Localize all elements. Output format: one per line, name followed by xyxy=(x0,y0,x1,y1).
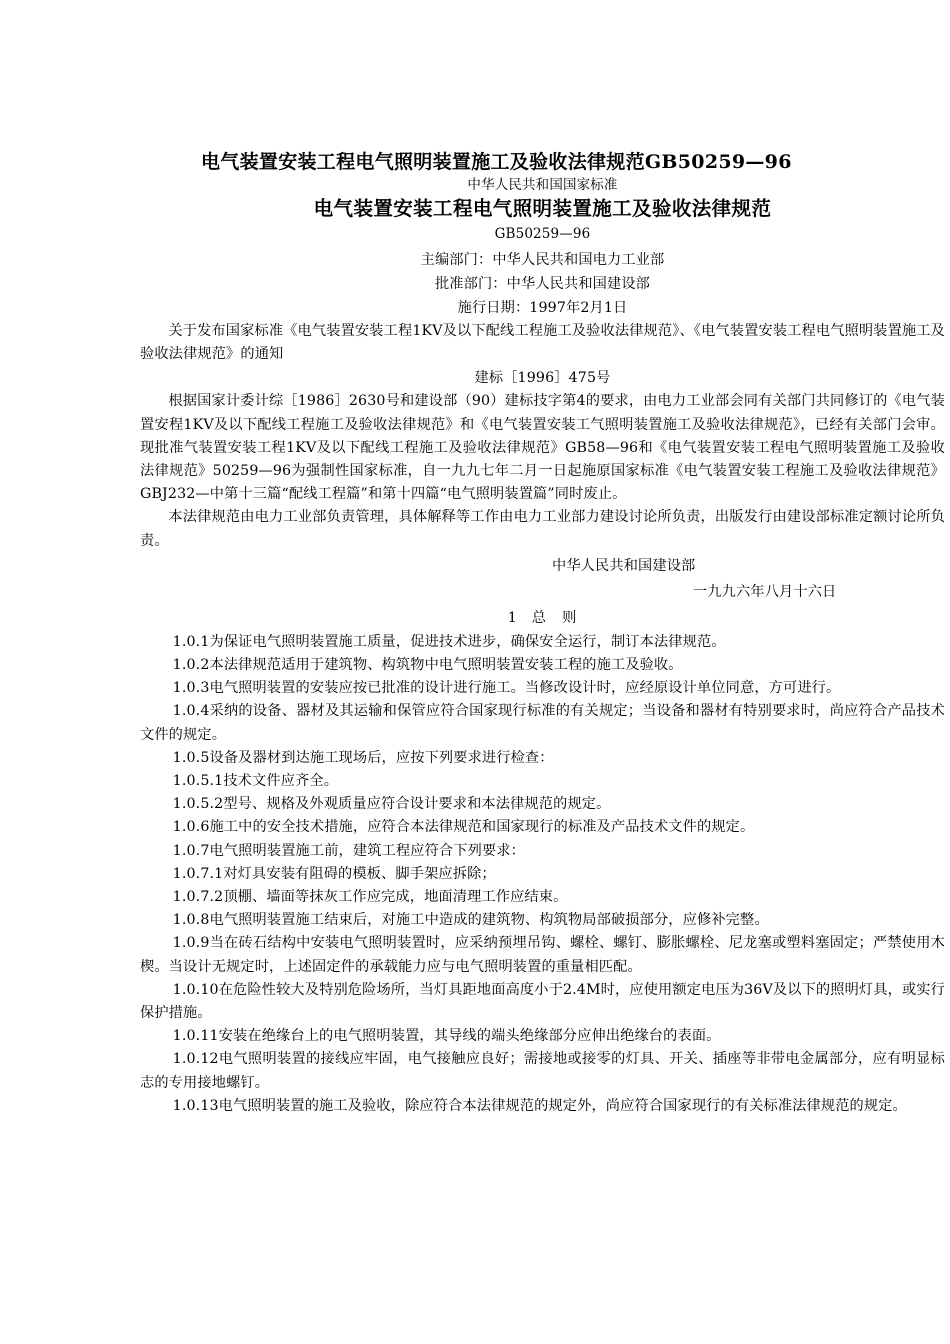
clause-1-0-7-1: 1.0.7.1对灯具安装有阻碍的模板、脚手架应拆除； xyxy=(172,865,496,882)
document-body xyxy=(140,148,945,1118)
clause-1-0-6: 1.0.6施工中的安全技术措施，应符合本法律规范和国家现行的标准及产品技术文件的规定。 xyxy=(172,819,755,836)
clause-1-0-3: 1.0.3电气照明装置的安装应按已批准的设计进行施工。当修改设计时，应经原设计单位同意，方可进行。 xyxy=(172,680,841,697)
issue-date: 一九九六年八月十六日 xyxy=(693,583,837,600)
clause-1-0-8: 1.0.8电气照明装置施工结束后，对施工中造成的建筑物、构筑物局部破损部分，应修补完整。 xyxy=(172,912,769,929)
notice-number: 建标［1996］475号 xyxy=(474,370,611,387)
approve-dept: 批准部门：中华人民共和国建设部 xyxy=(434,276,651,292)
clause-1-0-10: 1.0.10在危险性较大及特别危险场所，当灯具距地面高度小于2.4M时，应使用额定电压为36V及以下的照明灯具，或实行保护措施。 xyxy=(140,981,945,1022)
notice-paragraph-2: 本法律规范由电力工业部负责管理，具体解释等工作由电力工业部力建设讨论所负责，出版发行由建设部标准定额讨论所负责。 xyxy=(140,509,945,549)
clause-1-0-5-2: 1.0.5.2型号、规格及外观质量应符合设计要求和本法律规范的规定。 xyxy=(172,796,611,813)
clause-1-0-1: 1.0.1为保证电气照明装置施工质量，促进技术进步，确保安全运行，制订本法律规范。 xyxy=(172,633,726,650)
issuer: 中华人民共和国建设部 xyxy=(552,557,696,574)
clause-1-0-9: 1.0.9当在砖石结构中安装电气照明装置时，应采纳预埋吊钩、螺栓、螺钉、膨胀螺栓、尼龙塞或塑料塞固定；严禁使用木楔。当设计无规定时，上述固定件的承载能力应与电气照明装置的重量相匹配。 xyxy=(140,935,945,975)
clause-1-0-4: 1.0.4采纳的设备、器材及其运输和保管应符合国家现行标准的有关规定；当设备和器材有特别要求时，尚应符合产品技术文件的规定。 xyxy=(140,703,945,743)
chapter-number: 1 xyxy=(507,609,518,626)
effective-date: 施行日期：1997年2月1日 xyxy=(457,300,628,316)
second-title: 电气装置安装工程电气照明装置施工及验收法律规范 xyxy=(313,197,772,220)
clause-1-0-12: 1.0.12电气照明装置的接线应牢固，电气接触应良好；需接地或接零的灯具、开关、插座等非带电金属部分，应有明显标志的专用接地螺钉。 xyxy=(140,1051,945,1091)
clause-1-0-7-2: 1.0.7.2顶棚、墙面等抹灰工作应完成，地面清理工作应结束。 xyxy=(172,889,568,906)
clause-1-0-7: 1.0.7电气照明装置施工前，建筑工程应符合下列要求： xyxy=(172,842,525,859)
clause-1-0-11: 1.0.11安装在绝缘台上的电气照明装置，其导线的端头绝缘部分应伸出绝缘台的表面。 xyxy=(172,1028,721,1045)
clause-1-0-5: 1.0.5设备及器材到达施工现场后，应按下列要求进行检查： xyxy=(172,749,554,766)
notice-paragraph-1: 根据国家计委计综［1986］2630号和建设部（90）建标技字第4的要求，由电力工业部会同有关部门共同修订的《电气装置安程1KV及以下配线工程施工及验收法律规范》和《电气装置安装工气照明装置施工及验收法律规范》，已经有关部门会审。现批准气装置安装工程1KV及以下配线工程施工及验收法律规范》GB58—96和《电气装置安装工程电气照明装置施工及验收法律规范》50259—96为强制性国家标准，自一九九七年二月一日起施原国家标准《电气装置安装工程施工及验收法律规范》GBJ232—中第十三篇“配线工程篇”和第十四篇“电气照明装置篇”同时废止。 xyxy=(140,393,945,503)
clause-1-0-2: 1.0.2本法律规范适用于建筑物、构筑物中电气照明装置安装工程的施工及验收。 xyxy=(172,657,683,674)
editor-dept: 主编部门：中华人民共和国电力工业部 xyxy=(420,252,665,268)
standard-type: 中华人民共和国国家标准 xyxy=(467,177,618,193)
main-title: 电气装置安装工程电气照明装置施工及验收法律规范GB50259—96 xyxy=(201,151,792,173)
notice-title: 关于发布国家标准《电气装置安装工程1KV及以下配线工程施工及验收法律规范》、《电气装置安装工程电气照明装置施工及验收法律规范》的通知 xyxy=(140,323,945,363)
chapter-title: 总 则 xyxy=(531,609,578,626)
clause-1-0-5-1: 1.0.5.1技术文件应齐全。 xyxy=(172,773,339,790)
chapter-heading xyxy=(140,605,945,631)
standard-code: GB50259—96 xyxy=(494,226,591,242)
clause-1-0-13: 1.0.13电气照明装置的施工及验收，除应符合本法律规范的规定外，尚应符合国家现行的有关标准法律规范的规定。 xyxy=(172,1097,907,1114)
